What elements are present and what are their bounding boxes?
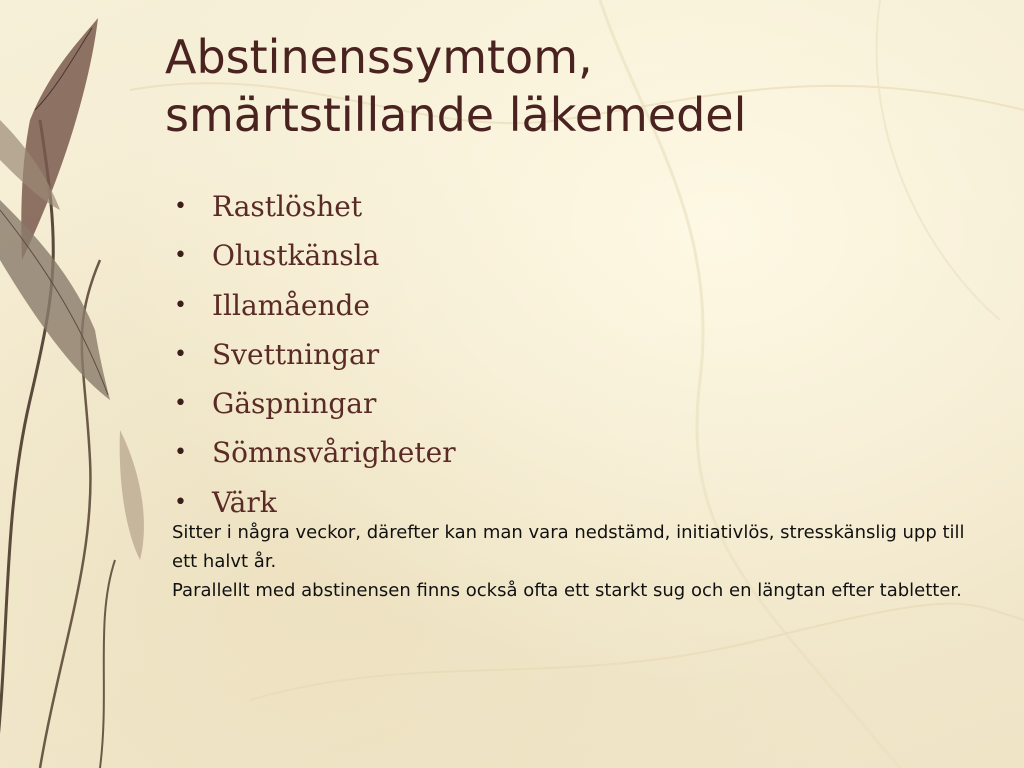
list-item bbox=[172, 283, 456, 332]
list-item-text: Rastlöshet bbox=[212, 190, 363, 223]
list-item bbox=[172, 233, 456, 282]
list-item-text: Olustkänsla bbox=[212, 239, 380, 273]
list-item-text: Värk bbox=[212, 485, 277, 519]
symptom-list bbox=[172, 184, 456, 529]
slide-title-line-2: smärtstillande läkemedel bbox=[165, 88, 747, 142]
bullet-icon: • bbox=[174, 292, 187, 318]
bullet-icon: • bbox=[174, 391, 187, 417]
list-item bbox=[172, 430, 456, 479]
note-paragraph-2: Parallellt med abstinensen finns också ofta ett starkt sug och en längtan efter tabletter. bbox=[172, 580, 962, 601]
slide-title-line-1: Abstinenssymtom, bbox=[165, 30, 593, 84]
note-paragraph-1: Sitter i några veckor, därefter kan man vara nedstämd, initiativlös, stresskänslig upp till ett halvt år. bbox=[172, 522, 965, 572]
list-item bbox=[172, 184, 456, 233]
list-item-text: Gäspningar bbox=[212, 387, 377, 421]
dried-leaves-illustration bbox=[0, 0, 170, 768]
slide-title bbox=[165, 28, 1005, 144]
bullet-icon: • bbox=[174, 440, 187, 466]
bullet-icon: • bbox=[174, 194, 187, 219]
list-item bbox=[172, 381, 456, 430]
bullet-icon: • bbox=[174, 341, 187, 367]
list-item-text: Svettningar bbox=[212, 337, 380, 371]
list-item bbox=[172, 332, 456, 381]
list-item-text: Sömnsvårigheter bbox=[212, 436, 456, 470]
note-text bbox=[172, 518, 972, 605]
bullet-icon: • bbox=[174, 489, 187, 515]
list-item-text: Illamående bbox=[212, 288, 371, 322]
bullet-icon: • bbox=[174, 243, 187, 269]
